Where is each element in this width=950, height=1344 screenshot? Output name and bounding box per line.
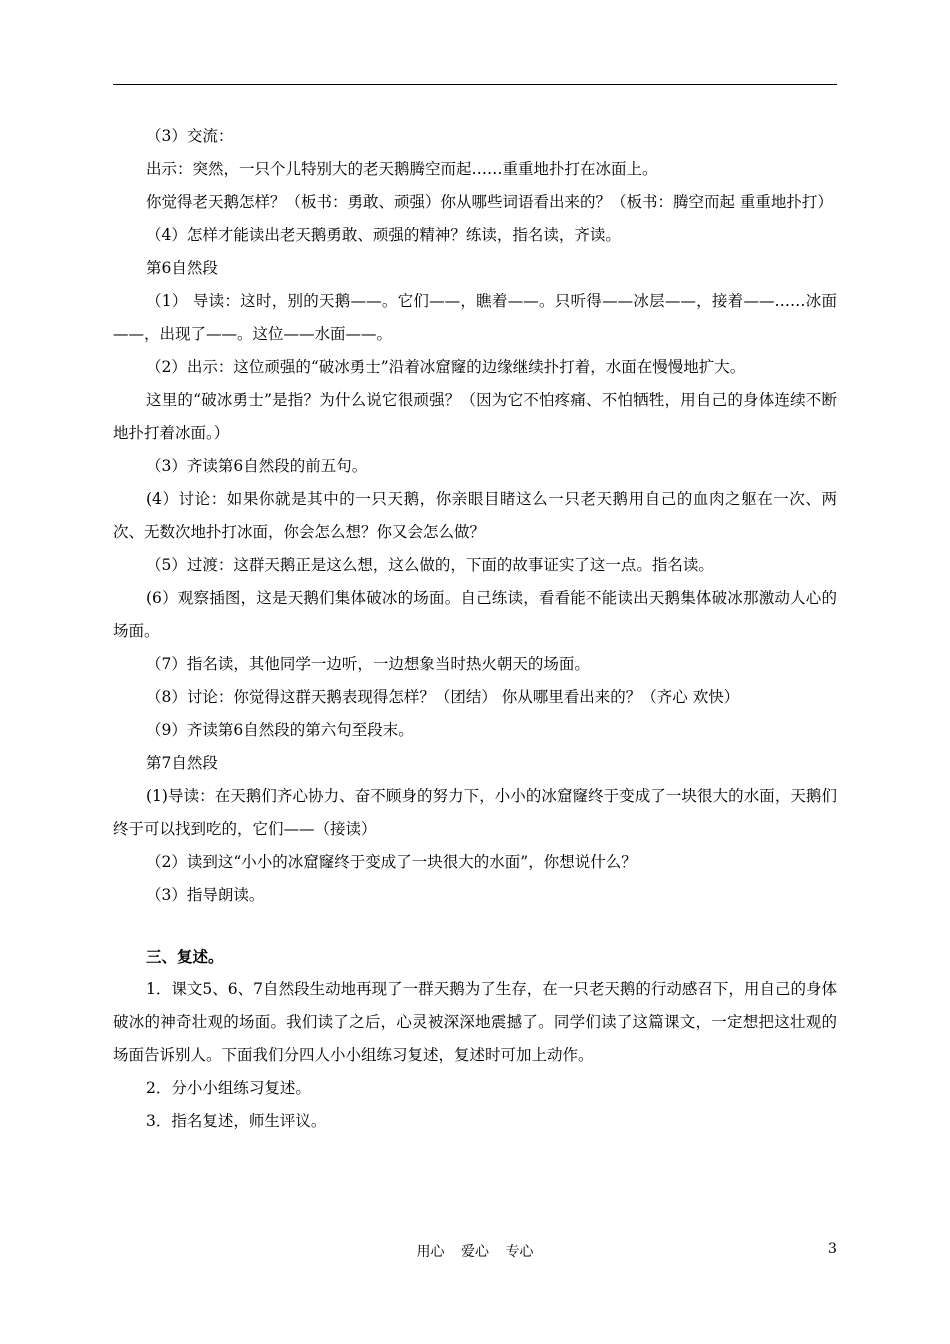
paragraph-subheading: 第7自然段 (146, 754, 218, 772)
paragraph: 这里的“破冰勇士”是指？为什么说它很顽强？（因为它不怕疼痛、不怕牺牲，用自己的身体连续不断地扑打着冰面。） (113, 391, 837, 442)
paragraph: （3）交流： (146, 127, 234, 145)
section-paragraph: 3．指名复述，师生评议。 (146, 1112, 327, 1130)
paragraph: 出示：突然，一只个儿特别大的老天鹅腾空而起……重重地扑打在冰面上。 (146, 160, 658, 178)
section-paragraph: 2．分小小组练习复述。 (146, 1079, 311, 1097)
paragraph: （2）读到这“小小的冰窟窿终于变成了一块很大的水面”，你想说什么？ (146, 853, 637, 871)
section-heading: 三、复述。 (146, 947, 224, 966)
page-number: 3 (828, 1241, 837, 1257)
paragraph: （1） 导读：这时，别的天鹅——。它们——，瞧着——。只听得——冰层——，接着——……冰面——，出现了——。这位——水面——。 (113, 292, 837, 343)
document-body (113, 120, 837, 1138)
paragraph: (4）讨论：如果你就是其中的一只天鹅，你亲眼目睹这么一只老天鹅用自己的血肉之躯在一次、两次、无数次地扑打冰面，你会怎么想？你又会怎么做？ (113, 490, 837, 541)
paragraph: (1)导读：在天鹅们齐心协力、奋不顾身的努力下，小小的冰窟窿终于变成了一块很大的水面，天鹅们终于可以找到吃的，它们——（接读） (113, 787, 837, 838)
paragraph: （2）出示：这位顽强的“破冰勇士”沿着冰窟窿的边缘继续扑打着，水面在慢慢地扩大。 (146, 358, 746, 376)
paragraph: （5）过渡：这群天鹅正是这么想，这么做的，下面的故事证实了这一点。指名读。 (146, 556, 714, 574)
paragraph: 你觉得老天鹅怎样？（板书：勇敢、顽强）你从哪些词语看出来的？（板书：腾空而起 重重地扑打） (146, 193, 833, 211)
header-rule (113, 84, 837, 85)
paragraph: （9）齐读第6自然段的第六句至段末。 (146, 721, 414, 739)
paragraph: （3）齐读第6自然段的前五句。 (146, 457, 368, 475)
paragraph: （7）指名读，其他同学一边听，一边想象当时热火朝天的场面。 (146, 655, 590, 673)
paragraph: （8）讨论：你觉得这群天鹅表现得怎样？（团结） 你从哪里看出来的？（齐心 欢快） (146, 688, 740, 706)
paragraph: （3）指导朗读。 (146, 886, 265, 904)
paragraph-subheading: 第6自然段 (146, 259, 218, 277)
section-paragraph: 1．课文5、6、7自然段生动地再现了一群天鹅为了生存，在一只老天鹅的行动感召下，用自己的身体破冰的神奇壮观的场面。我们读了之后，心灵被深深地震撼了。同学们读了这篇课文，一定想把这壮观的场面告诉别人。下面我们分四人小小组练习复述，复述时可加上动作。 (113, 980, 837, 1064)
footer-motto: 用心 爱心 专心 (416, 1244, 534, 1260)
paragraph: (6）观察插图，这是天鹅们集体破冰的场面。自己练读，看看能不能读出天鹅集体破冰那激动人心的场面。 (113, 589, 837, 640)
paragraph: （4）怎样才能读出老天鹅勇敢、顽强的精神？练读，指名读，齐读。 (146, 226, 621, 244)
